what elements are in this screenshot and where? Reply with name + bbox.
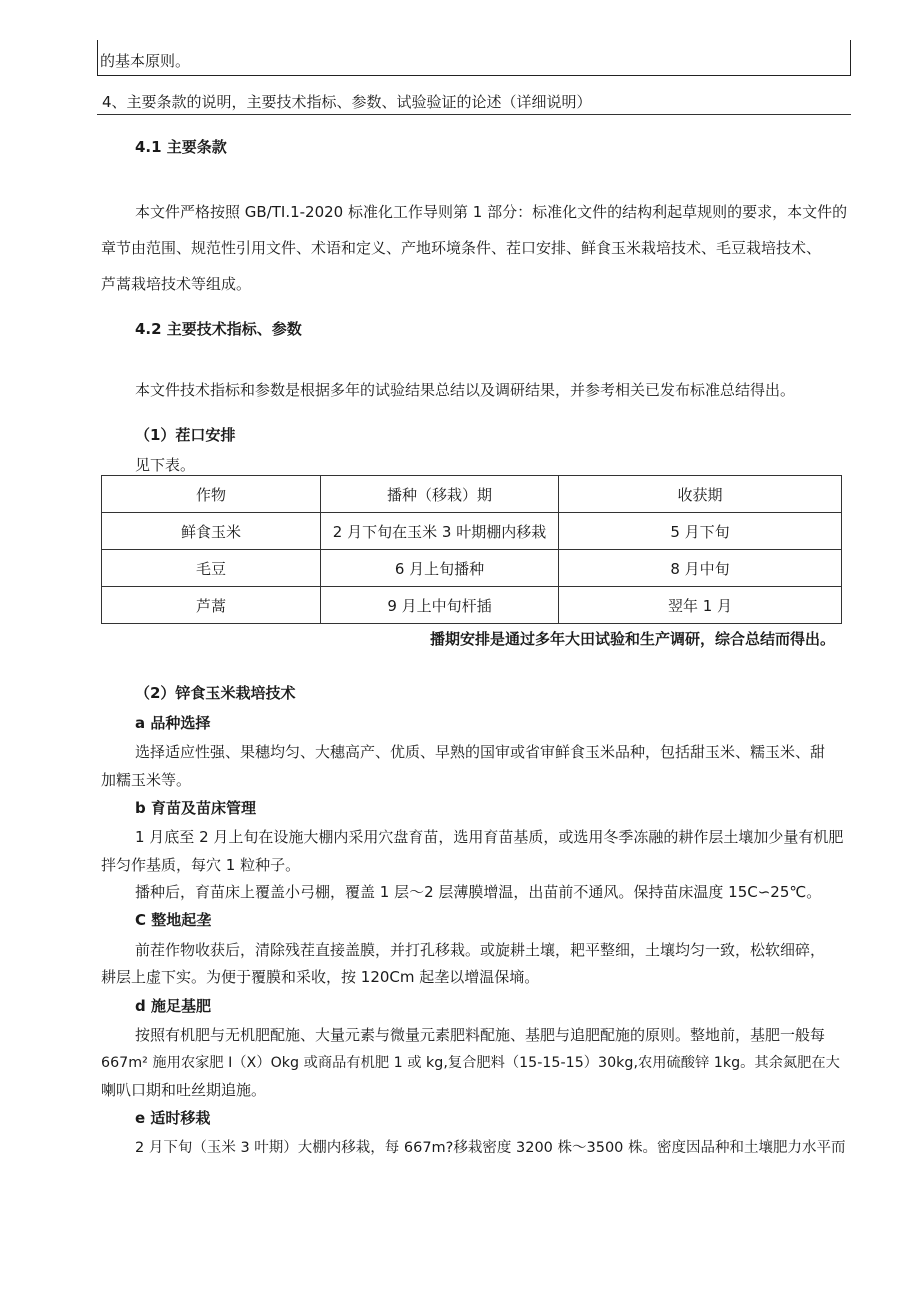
table-header-cell: 播种（移栽）期 [321, 476, 559, 513]
paragraph-line: 前茬作物收获后，清除残茬直接盖膜，并打孔移栽。或旋耕土壤，耙平整细，土壤均匀一致，松软细碎， [135, 941, 826, 959]
table-cell: 毛豆 [102, 550, 321, 587]
table-header-cell: 作物 [102, 476, 321, 513]
table-cell: 6 月上旬播种 [321, 550, 559, 587]
item-b-title: b 育苗及苗床管理 [135, 799, 256, 817]
paragraph-line: 667m² 施用农家肥 I（X）Okg 或商品有机肥 1 或 kg,复合肥料（15-15-15）30kg,农用硫酸锌 1kg。其余氮肥在大 [101, 1055, 840, 1071]
table-cell: 2 月下旬在玉米 3 叶期棚内移栽 [321, 513, 559, 550]
table-cell: 翌年 1 月 [559, 587, 842, 624]
table-cell: 芦蒿 [102, 587, 321, 624]
header-cell-text: 的基本原则。 [100, 52, 191, 70]
subheading-rotation: （1）茬口安排 [135, 426, 236, 444]
section-divider [97, 114, 851, 115]
table-header-row [102, 476, 842, 513]
heading-4-1: 4.1 主要条款 [135, 138, 227, 156]
table-row [102, 587, 842, 624]
table-border-bottom [97, 75, 851, 76]
table-cell: 8 月中旬 [559, 550, 842, 587]
table-row [102, 550, 842, 587]
paragraph-line: 加糯玉米等。 [101, 771, 192, 789]
item-a-title: a 品种选择 [135, 714, 211, 732]
table-cell: 9 月上中旬杆插 [321, 587, 559, 624]
table-cell: 鲜食玉米 [102, 513, 321, 550]
paragraph-line: 章节由范围、规范性引用文件、术语和定义、产地环境条件、茬口安排、鲜食玉米栽培技术、毛豆栽培技术、 [101, 239, 822, 257]
table-note: 播期安排是通过多年大田试验和生产调研，综合总结而得出。 [430, 630, 836, 648]
table-row [102, 513, 842, 550]
paragraph-line: 播种后，育苗床上覆盖小弓棚，覆盖 1 层～2 层薄膜增温，出苗前不通风。保持苗床温度 15C∽25℃。 [135, 883, 822, 901]
section-title: 4、主要条款的说明，主要技术指标、参数、试验验证的论述（详细说明） [102, 93, 592, 111]
subheading-corn-cultivation: （2）锌食玉米栽培技术 [135, 684, 296, 702]
paragraph-line: 按照有机肥与无机肥配施、大量元素与微量元素肥料配施、基肥与追肥配施的原则。整地前，基肥一般每 [135, 1026, 826, 1044]
table-intro: 见下表。 [135, 456, 196, 474]
paragraph-line: 本文件严格按照 GB/TI.1-2020 标准化工作导则第 1 部分：标准化文件的结构利起草规则的要求，本文件的 [135, 203, 848, 221]
item-d-title: d 施足基肥 [135, 997, 211, 1015]
paragraph-line: 耕层上虚下实。为便于覆膜和采收，按 120Cm 起垄以增温保墒。 [101, 968, 540, 986]
crop-schedule-table [101, 475, 842, 624]
item-c-title: C 整地起垄 [135, 911, 212, 929]
table-border-right [850, 40, 851, 75]
paragraph-line: 芦蒿栽培技术等组成。 [101, 275, 252, 293]
paragraph-line: 拌匀作基质，每穴 1 粒种子。 [101, 856, 301, 874]
paragraph-line: 2 月下旬（玉米 3 叶期）大棚内移栽，每 667m?移栽密度 3200 株～3500 株。密度因品种和土壤肥力水平而 [135, 1140, 846, 1156]
paragraph-line: 选择适应性强、果穗均匀、大穗高产、优质、早熟的国审或省审鲜食玉米品种，包括甜玉米、糯玉米、甜 [135, 743, 826, 761]
table-border-left [97, 40, 98, 75]
paragraph-line: 本文件技术指标和参数是根据多年的试验结果总结以及调研结果，并参考相关已发布标准总结得出。 [135, 381, 796, 399]
table-cell: 5 月下旬 [559, 513, 842, 550]
paragraph-line: 1 月底至 2 月上旬在设施大棚内采用穴盘育苗，选用育苗基质，或选用冬季冻融的耕作层土壤加少量有机肥 [135, 828, 844, 846]
paragraph-line: 喇叭口期和吐丝期追施。 [101, 1081, 267, 1099]
item-e-title: e 适时移栽 [135, 1109, 211, 1127]
heading-4-2: 4.2 主要技术指标、参数 [135, 320, 302, 338]
table-header-cell: 收获期 [559, 476, 842, 513]
